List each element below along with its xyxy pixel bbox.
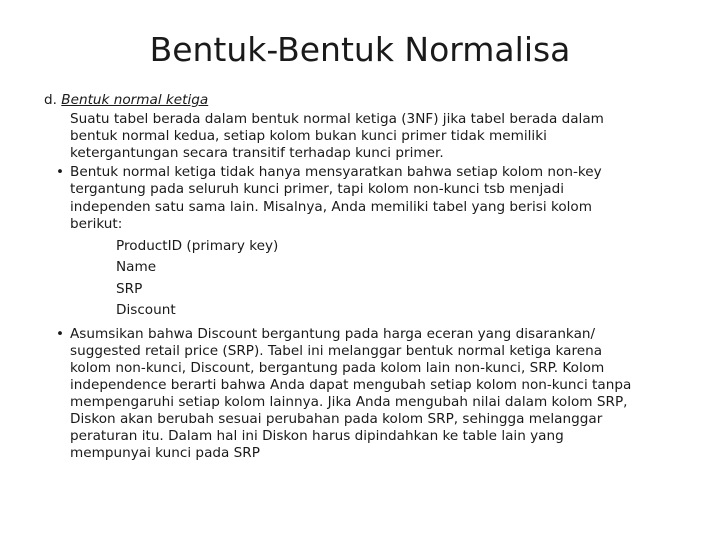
text-line: Suatu tabel berada dalam bentuk normal ketiga (3NF) jika tabel berada dalam [70,111,604,128]
section-heading-text: Bentuk normal ketiga [61,92,209,108]
column-item: SRP [116,280,143,297]
column-item: Name [116,259,157,276]
column-item: ProductID (primary key) [116,237,279,254]
text-line: kolom non-kunci, Discount, bergantung pada kolom lain non-kunci, SRP. Kolom [70,359,605,376]
text-line: suggested retail price (SRP). Tabel ini melanggar bentuk normal ketiga karena [70,342,603,359]
text-line: mempengaruhi setiap kolom lainnya. Jika Anda mengubah nilai dalam kolom SRP, [70,394,628,411]
slide-body [44,92,684,463]
text-line: peraturan itu. Dalam hal ini Diskon harus dipindahkan ke table lain yang [70,428,564,445]
text-line: mempunyai kunci pada SRP [70,445,260,462]
text-line: independence berarti bahwa Anda dapat mengubah setiap kolom non-kunci tanpa [70,377,632,394]
text-line: Diskon akan berubah sesuai perubahan pada kolom SRP, sehingga melanggar [70,411,603,428]
text-line: Bentuk normal ketiga tidak hanya mensyaratkan bahwa setiap kolom non-key [70,164,602,181]
text-line: tergantung pada seluruh kunci primer, tapi kolom non-kunci tsb menjadi [70,181,564,198]
column-list [44,236,684,322]
paragraph-definition [44,111,684,162]
text-line: Asumsikan bahwa Discount bergantung pada harga eceran yang disarankan/ [70,325,596,342]
text-line: berikut: [70,215,123,232]
paragraph-bullet-2 [44,326,684,463]
section-prefix: d. [44,92,57,108]
slide-title: Bentuk-Bentuk Normalisa [149,30,571,69]
bullet-marker: • [56,325,65,342]
section-heading [44,92,684,109]
column-item: Discount [116,302,176,319]
text-line: independen satu sama lain. Misalnya, Anda memiliki tabel yang berisi kolom [70,198,592,215]
text-line: ketergantungan secara transitif terhadap kunci primer. [70,145,444,162]
bullet-marker: • [56,164,65,181]
paragraph-bullet-1 [44,164,684,232]
text-line: bentuk normal kedua, setiap kolom bukan kunci primer tidak memiliki [70,128,547,145]
